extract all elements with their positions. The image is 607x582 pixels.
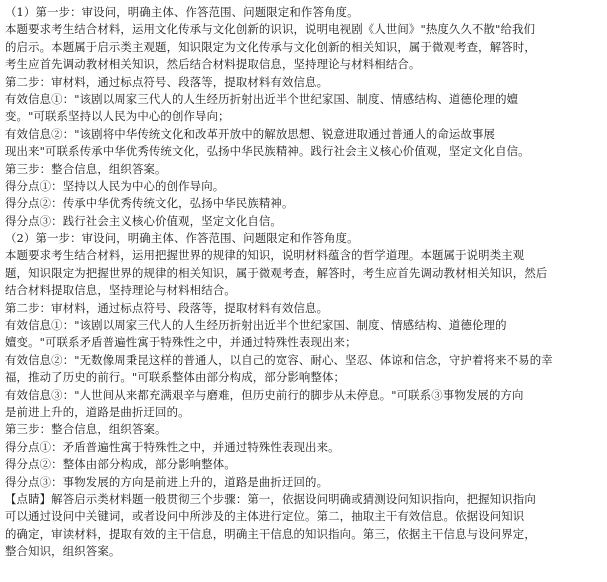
text-line: 本题要求考生结合材料，运用把握世界的规律的知识，说明材料蕴含的哲学道理。本题属于说明类主观 bbox=[5, 248, 525, 263]
text-line: 福，推动了历史的前行。"可联系整体由部分构成，部分影响整体； bbox=[5, 370, 346, 385]
text-line: 有效信息②："该剧将中华传统文化和改革开放中的解放思想、锐意进取通过普通人的命运故事展 bbox=[5, 126, 496, 141]
text-line: 题，知识限定为把握世界的规律的相关知识，属于微观考查，解答时，考生应首先调动教材相关知识，然后 bbox=[5, 265, 548, 280]
text-line: 得分点③：事物发展的方向是前进上升的，道路是曲折迂回的。 bbox=[5, 474, 329, 489]
text-line: 得分点①：坚持以人民为中心的创作导向。 bbox=[5, 178, 225, 193]
text-line: 【点睛】解答启示类材料题一般贯彻三个步骤：第一，依据设问明确或猜测设问知识指向，把握知识指向 bbox=[5, 491, 536, 506]
text-line: 结合材料提取信息，坚持理论与材料相结合。 bbox=[5, 283, 236, 298]
text-line: 第二步：审材料，通过标点符号、段落等，提取材料有效信息。 bbox=[5, 74, 329, 89]
text-line: 是前进上升的，道路是曲折迂回的。 bbox=[5, 404, 190, 419]
text-line: （1）第一步：审设问，明确主体、作答范围、问题限定和作答角度。 bbox=[5, 5, 359, 19]
text-line: 嬗变。"可联系矛盾普遍性寓于特殊性之中，并通过特殊性表现出来； bbox=[5, 335, 357, 350]
text-line: 本题要求考生结合材料，运用文化传承与文化创新的识识，说明电视剧《人世间》"热度久久不散"给我们 bbox=[5, 22, 536, 37]
text-line: 得分点②：整体由部分构成，部分影响整体。 bbox=[5, 457, 236, 472]
text-line: 有效信息②："无数像周秉昆这样的普通人，以自己的宽容、耐心、坚忍、体谅和信念，守护着将来不易的幸 bbox=[5, 352, 553, 367]
text-line: 得分点②：传承中华优秀传统文化，弘扬中华民族精神。 bbox=[5, 196, 294, 211]
text-line: 变。"可联系坚持以人民为中心的创作导向； bbox=[5, 109, 230, 124]
text-line: 第三步：整合信息，组织答案。 bbox=[5, 422, 167, 437]
text-line: 第三步：整合信息，组织答案。 bbox=[5, 161, 167, 176]
text-line: 得分点③：践行社会主义核心价值观，坚定文化自信。 bbox=[5, 213, 282, 228]
text-line: 得分点①：矛盾普遍性寓于特殊性之中，并通过特殊性表现出来。 bbox=[5, 439, 340, 454]
text-line: 有效信息③："人世间从来都充满艰辛与磨难，但历史前行的脚步从未停息。"可联系③事物发展的方向 bbox=[5, 387, 524, 402]
text-line: 现出来"可联系传承中华优秀传统文化，弘扬中华民族精神。践行社会主义核心价值观，坚定文化自信。 bbox=[5, 144, 530, 159]
text-line: 可以通过设问中关键词，或者设问中所涉及的主体进行定位。第二，抽取主干有效信息。依据设问知识 bbox=[5, 509, 525, 524]
text-line: 的确定，审读材料，提取有效的主干信息，明确主干信息的知识指向。第三，依据主干信息与设问界定， bbox=[5, 526, 536, 541]
text-line: 考生应首先调动教材相关知识，然后结合材料提取信息，坚持理论与材料相结合。 bbox=[5, 57, 421, 72]
text-line: 第二步：审材料，通过标点符号、段落等，提取材料有效信息。 bbox=[5, 300, 329, 315]
text-line: 整合知识，组织答案。 bbox=[5, 544, 121, 559]
text-line: 的启示。本题属于启示类主观题，知识限定为文化传承与文化创新的相关知识，属于微观考查，解答时， bbox=[5, 39, 536, 54]
text-line: 有效信息①："该剧以周家三代人的人生经历折射出近半个世纪家国、制度、情感结构、道德伦理的嬗 bbox=[5, 91, 519, 106]
text-line: 有效信息①："该剧以周家三代人的人生经历折射出近半个世纪家国、制度、情感结构、道德伦理的 bbox=[5, 318, 507, 333]
text-line: （2）第一步：审设问，明确主体、作答范围、问题限定和作答角度。 bbox=[5, 231, 359, 246]
